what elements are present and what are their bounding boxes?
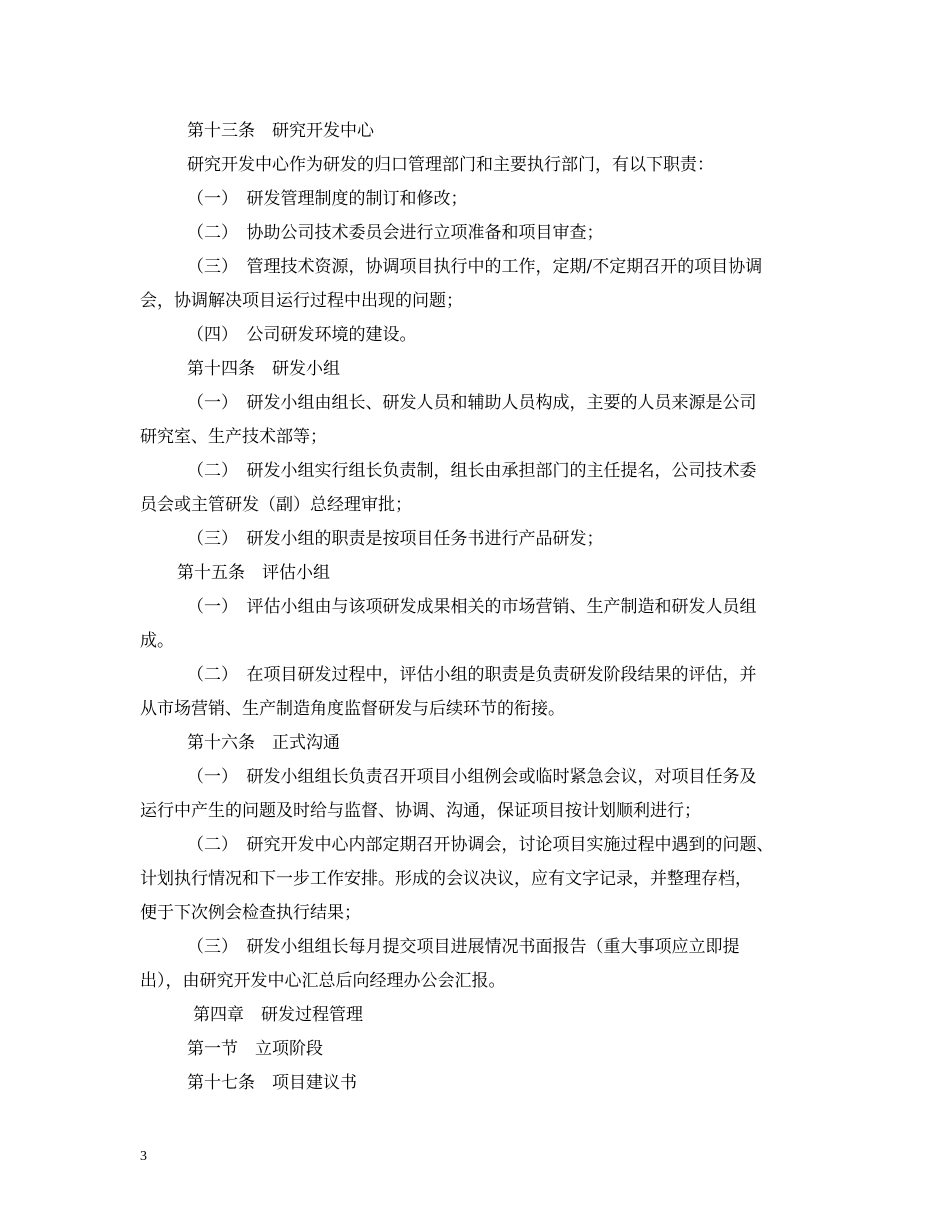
paragraph-line: （三） 研发小组组长每月提交项目进展情况书面报告（重大事项应立即提 [187, 937, 740, 957]
paragraph-line: （一） 评估小组由与该项研发成果相关的市场营销、生产制造和研发人员组 [187, 597, 757, 617]
paragraph-line: （二） 研发小组实行组长负责制，组长由承担部门的主任提名，公司技术委 [187, 461, 757, 481]
paragraph-line: （二） 在项目研发过程中，评估小组的职责是负责研发阶段结果的评估，并 [187, 665, 757, 685]
paragraph-line: 出），由研究开发中心汇总后向经理办公会汇报。 [140, 971, 506, 991]
article-13-heading: 第十三条 研究开发中心 [187, 121, 374, 141]
paragraph-line: 从市场营销、生产制造角度监督研发与后续环节的衔接。 [140, 699, 565, 719]
article-15-heading: 第十五条 评估小组 [177, 563, 330, 583]
paragraph-line: （一） 研发小组组长负责召开项目小组例会或临时紧急会议，对项目任务及 [187, 767, 757, 787]
article-17-heading: 第十七条 项目建议书 [187, 1073, 357, 1093]
paragraph-line: 便于下次例会检查执行结果； [140, 903, 361, 923]
paragraph-line: （三） 管理技术资源，协调项目执行中的工作，定期/不定期召开的项目协调 [187, 257, 763, 277]
paragraph-line: 研究开发中心作为研发的归口管理部门和主要执行部门，有以下职责： [187, 155, 714, 175]
paragraph-line: 计划执行情况和下一步工作安排。形成的会议决议，应有文字记录，并整理存档， [140, 869, 752, 889]
chapter-4-heading: 第四章 研发过程管理 [193, 1005, 363, 1025]
paragraph-line: 员会或主管研发（副）总经理审批； [140, 495, 412, 515]
article-16-heading: 第十六条 正式沟通 [187, 733, 340, 753]
paragraph-line: （三） 研发小组的职责是按项目任务书进行产品研发； [187, 529, 604, 549]
paragraph-line: （一） 研发管理制度的制订和修改； [187, 189, 468, 209]
paragraph-line: 研究室、生产技术部等； [140, 427, 327, 447]
page-number: 3 [140, 1149, 147, 1164]
paragraph-line: （二） 协助公司技术委员会进行立项准备和项目审查； [187, 223, 604, 243]
paragraph-line: 运行中产生的问题及时给与监督、协调、沟通，保证项目按计划顺利进行； [140, 801, 701, 821]
paragraph-line: 会，协调解决项目运行过程中出现的问题； [140, 291, 463, 311]
section-1-heading: 第一节 立项阶段 [187, 1039, 323, 1059]
paragraph-line: （四） 公司研发环境的建设。 [187, 325, 417, 345]
paragraph-line: （二） 研究开发中心内部定期召开协调会，讨论项目实施过程中遇到的问题、 [187, 835, 774, 855]
paragraph-line: （一） 研发小组由组长、研发人员和辅助人员构成，主要的人员来源是公司 [187, 393, 757, 413]
paragraph-line: 成。 [140, 631, 174, 651]
article-14-heading: 第十四条 研发小组 [187, 359, 340, 379]
